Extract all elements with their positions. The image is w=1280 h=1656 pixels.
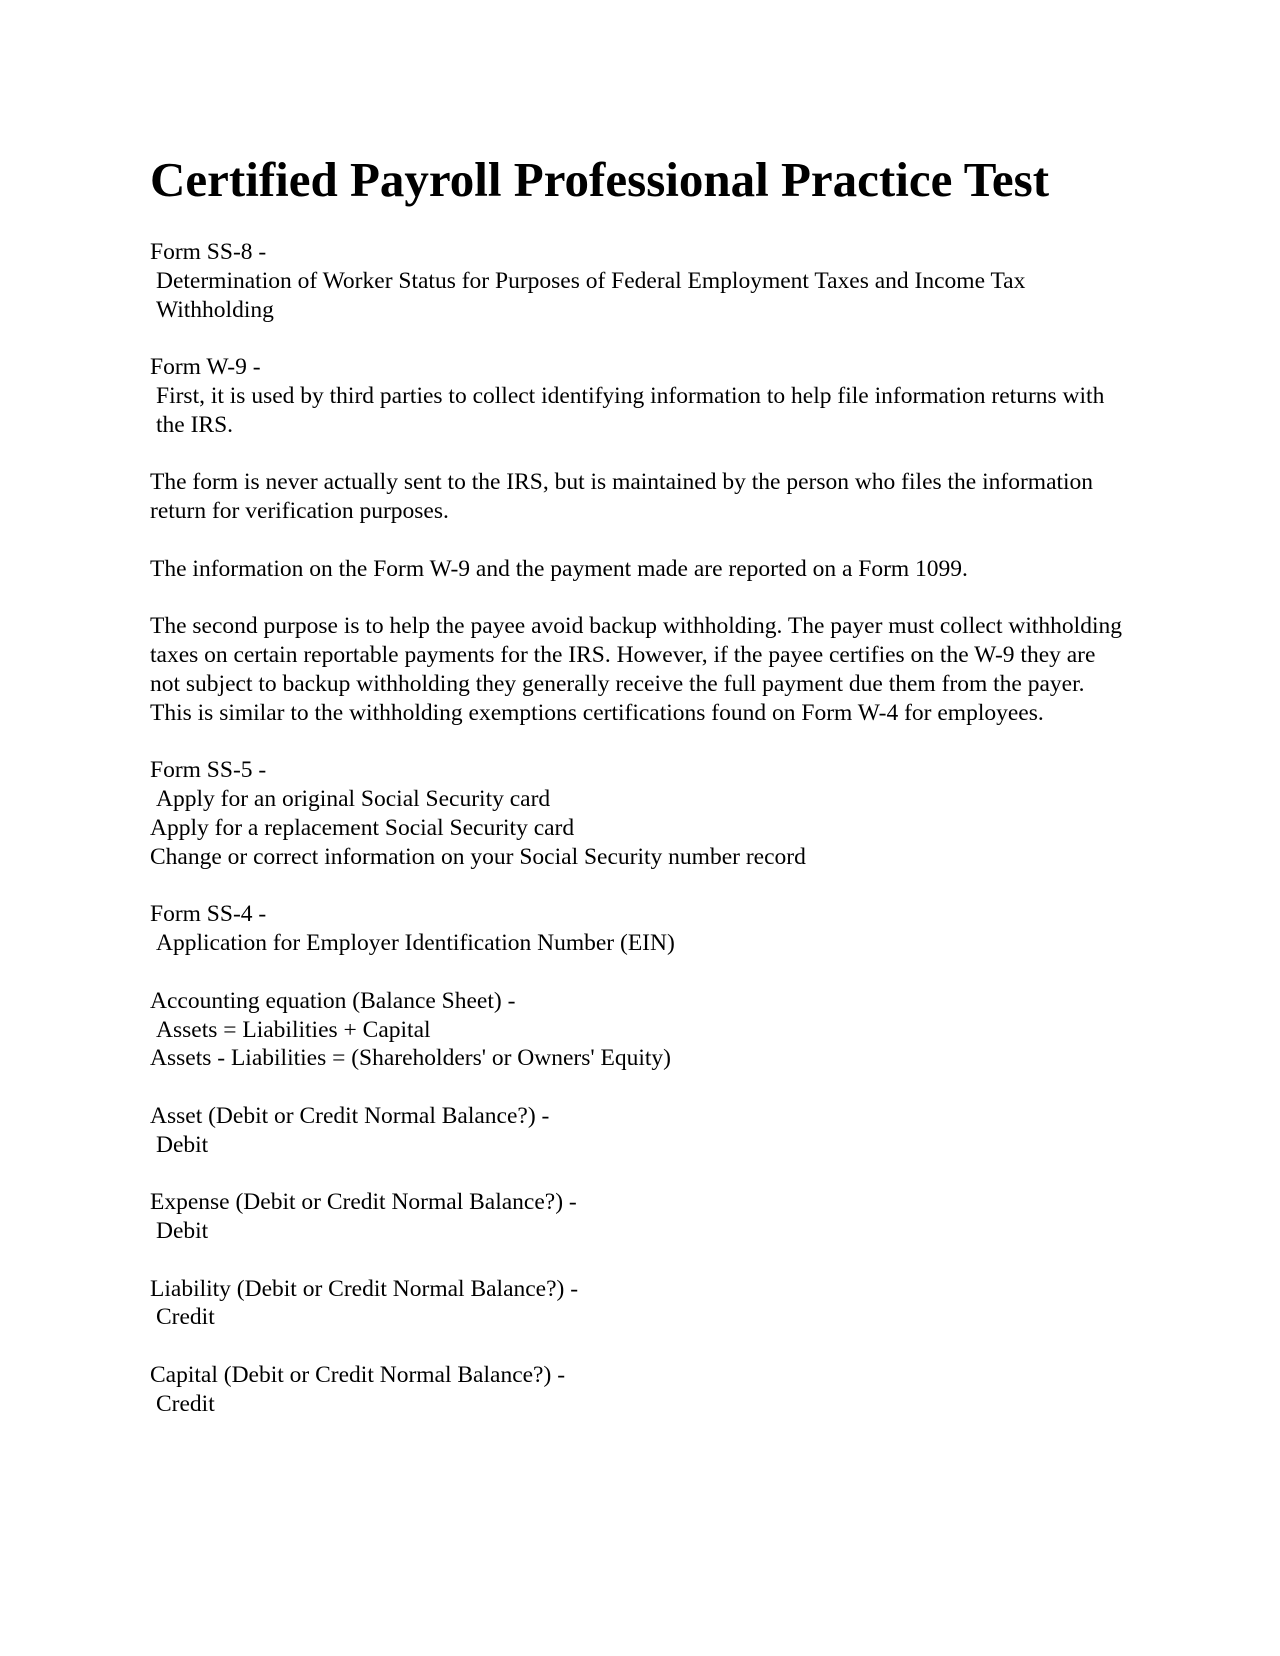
entry-definition: Application for Employer Identification Number (EIN) — [156, 930, 675, 957]
entry-term: Form SS-5 - — [150, 757, 267, 784]
entry-term: Liability (Debit or Credit Normal Balance?) - — [150, 1275, 579, 1302]
entry-form-ss4 — [150, 900, 1130, 958]
entry-term: Expense (Debit or Credit Normal Balance?) - — [150, 1189, 577, 1216]
entry-definition: Debit — [156, 1218, 209, 1245]
entry-definition: Debit — [156, 1131, 209, 1158]
entry-definition: Determination of Worker Status for Purposes of Federal Employment Taxes and Income Tax Withholding — [156, 267, 1026, 323]
entry-accounting-equation — [150, 987, 1130, 1073]
entry-liability — [150, 1275, 1130, 1333]
entry-paragraph: The second purpose is to help the payee avoid backup withholding. The payer must collect withholding taxes on certain reportable payments for the IRS. However, if the payee certifies on the W-9 they are not subject to backup withholding they generally receive the full payment due them from the payer. This is similar to the withholding exemptions certifications found on Form W-4 for employees. — [150, 613, 1122, 726]
entry-definition-line: Assets - Liabilities = (Shareholders' or Owners' Equity) — [150, 1045, 671, 1072]
entry-definition-line: Apply for a replacement Social Security card — [150, 814, 575, 841]
entry-term: Form SS-4 - — [150, 901, 267, 928]
entry-asset — [150, 1102, 1130, 1160]
entry-definition: First, it is used by third parties to collect identifying information to help file information returns with the IRS. — [156, 382, 1105, 438]
entry-form-ss8 — [150, 238, 1130, 324]
entry-definition-line: Change or correct information on your Social Security number record — [150, 843, 806, 870]
entry-term: Form W-9 - — [150, 354, 261, 381]
entry-definition: Credit — [156, 1304, 215, 1331]
entry-form-ss5 — [150, 756, 1130, 871]
document-page — [150, 150, 1130, 1447]
entry-expense — [150, 1188, 1130, 1246]
page-title: Certified Payroll Professional Practice Test — [150, 152, 1050, 207]
entry-definition: Credit — [156, 1390, 215, 1417]
entry-form-w9 — [150, 353, 1130, 727]
entry-definition: Apply for an original Social Security card — [156, 786, 551, 813]
entry-paragraph: The information on the Form W-9 and the payment made are reported on a Form 1099. — [150, 555, 968, 582]
entry-term: Asset (Debit or Credit Normal Balance?) - — [150, 1102, 550, 1129]
entry-term: Form SS-8 - — [150, 239, 267, 265]
entry-definition: Assets = Liabilities + Capital — [156, 1016, 431, 1043]
entry-capital — [150, 1361, 1130, 1419]
entry-paragraph: The form is never actually sent to the IRS, but is maintained by the person who files the information return for verification purposes. — [150, 469, 1094, 525]
entry-term: Accounting equation (Balance Sheet) - — [150, 987, 516, 1014]
entry-term: Capital (Debit or Credit Normal Balance?) - — [150, 1362, 566, 1389]
